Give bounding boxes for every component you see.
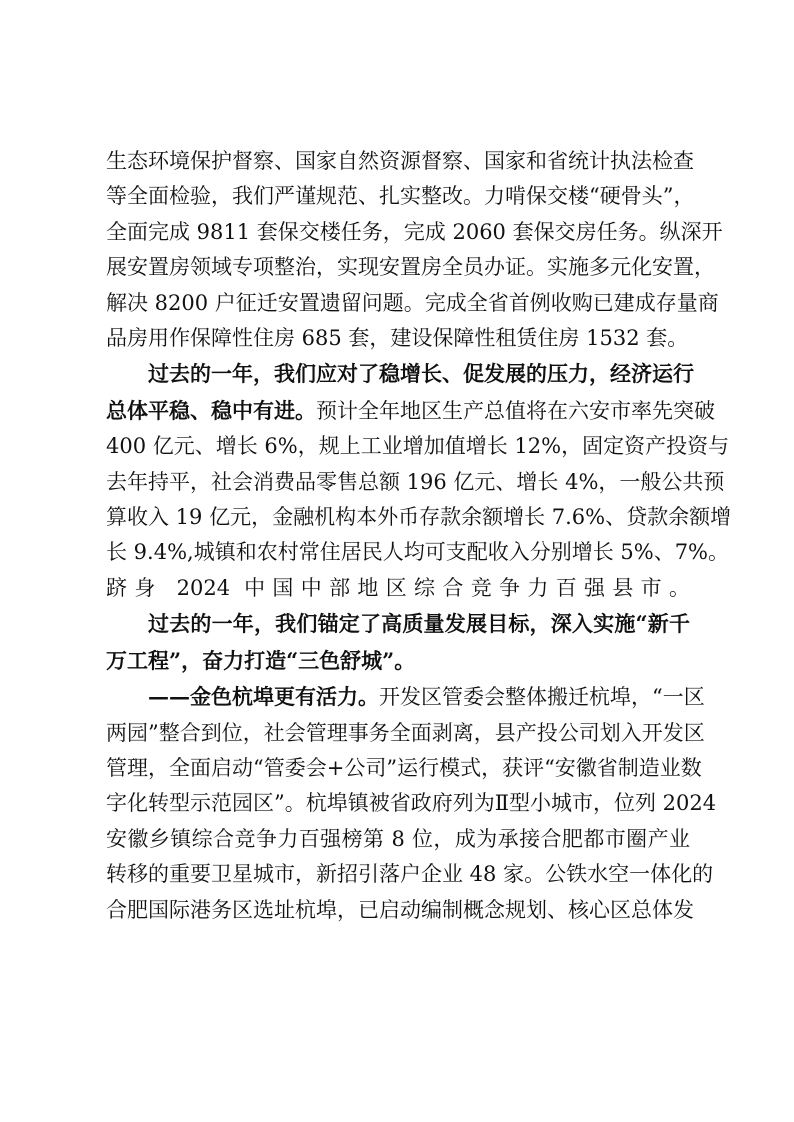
bold-heading-segment: 过去的一年，我们锚定了高质量发展目标，深入实施“新千 <box>148 611 690 637</box>
text-segment: 预计全年地区生产总值将在六安市率先突破 <box>316 398 715 423</box>
text-segment: 展安置房领域专项整治，实现安置房全员办证。实施多元化安置， <box>106 255 715 280</box>
text-line <box>106 465 725 500</box>
bold-heading-segment: 万工程”，奋力打造“三色舒城”。 <box>106 647 416 673</box>
text-line <box>106 286 719 321</box>
paragraph-goals <box>106 606 690 679</box>
text-line <box>106 535 730 570</box>
text-line <box>106 356 694 392</box>
text-segment: 转移的重要卫星城市，新招引落户企业 48 家。公铁水空一体化的 <box>106 862 714 887</box>
text-line <box>106 215 723 250</box>
text-line <box>106 393 715 429</box>
text-line <box>106 716 705 751</box>
text-segment: 长 9.4%,城镇和农村常住居民人均可支配收入分别增长 5%、7%。 <box>106 540 730 565</box>
bold-heading-segment: ——金色杭埠更有活力。 <box>148 684 379 710</box>
text-segment: 管理，全面启动“管委会+公司”运行模式，获评“安徽省制造业数 <box>106 755 702 780</box>
text-segment: 400 亿元、增长 6%，规上工业增加值增长 12%，固定资产投资与 <box>106 434 730 459</box>
text-line <box>106 893 694 928</box>
text-segment: 等全面检验，我们严谨规范、扎实整改。力啃保交楼“硬骨头”， <box>106 184 695 209</box>
text-line <box>106 429 730 464</box>
text-segment: 开发区管委会整体搬迁杭埠，“一区 <box>379 685 705 710</box>
paragraph-hangbu <box>106 679 717 928</box>
text-line <box>106 250 715 285</box>
paragraph-housing <box>106 144 723 356</box>
bold-heading-segment: 总体平稳、稳中有进。 <box>106 397 316 423</box>
text-line <box>106 144 694 179</box>
text-segment: 全面完成 9811 套保交楼任务，完成 2060 套保交房任务。纵深开 <box>106 219 723 244</box>
text-segment: 去年持平，社会消费品零售总额 196 亿元、增长 4%，一般公共预 <box>106 469 725 494</box>
text-segment: 合肥国际港务区选址杭埠，已启动编制概念规划、核心区总体发 <box>106 897 694 922</box>
text-line <box>106 751 702 786</box>
text-line <box>106 857 714 892</box>
text-segment: 字化转型示范园区”。杭埠镇被省政府列为Ⅱ型小城市，位列 2024 <box>106 791 717 816</box>
text-line <box>106 321 690 356</box>
text-segment: 解决 8200 户征迁安置遗留问题。完成全省首例收购已建成存量商 <box>106 290 719 315</box>
text-line <box>106 606 690 642</box>
text-line <box>106 786 717 821</box>
text-line <box>106 179 695 214</box>
text-segment: 安徽乡镇综合竞争力百强榜第 8 位，成为承接合肥都市圈产业 <box>106 826 690 851</box>
text-line <box>106 679 705 715</box>
text-line <box>106 822 690 857</box>
text-segment: 两园”整合到位，社会管理事务全面剥离，县产投公司划入开发区 <box>106 720 705 745</box>
text-segment: 生态环境保护督察、国家自然资源督察、国家和省统计执法检查 <box>106 149 694 173</box>
text-line <box>106 500 732 535</box>
text-segment: 品房用作保障性住房 685 套，建设保障性租赁住房 1532 套。 <box>106 326 689 351</box>
paragraph-economy <box>106 356 732 606</box>
text-line <box>106 643 690 679</box>
bold-heading-segment: 过去的一年，我们应对了稳增长、促发展的压力，经济运行 <box>148 361 694 387</box>
text-line <box>106 571 690 606</box>
document-page <box>106 144 732 928</box>
text-segment: 算收入 19 亿元，金融机构本外币存款余额增长 7.6%、贷款余额增 <box>106 505 732 530</box>
text-segment: 跻身 2024 中国中部地区综合竞争力百强县市。 <box>106 575 690 600</box>
